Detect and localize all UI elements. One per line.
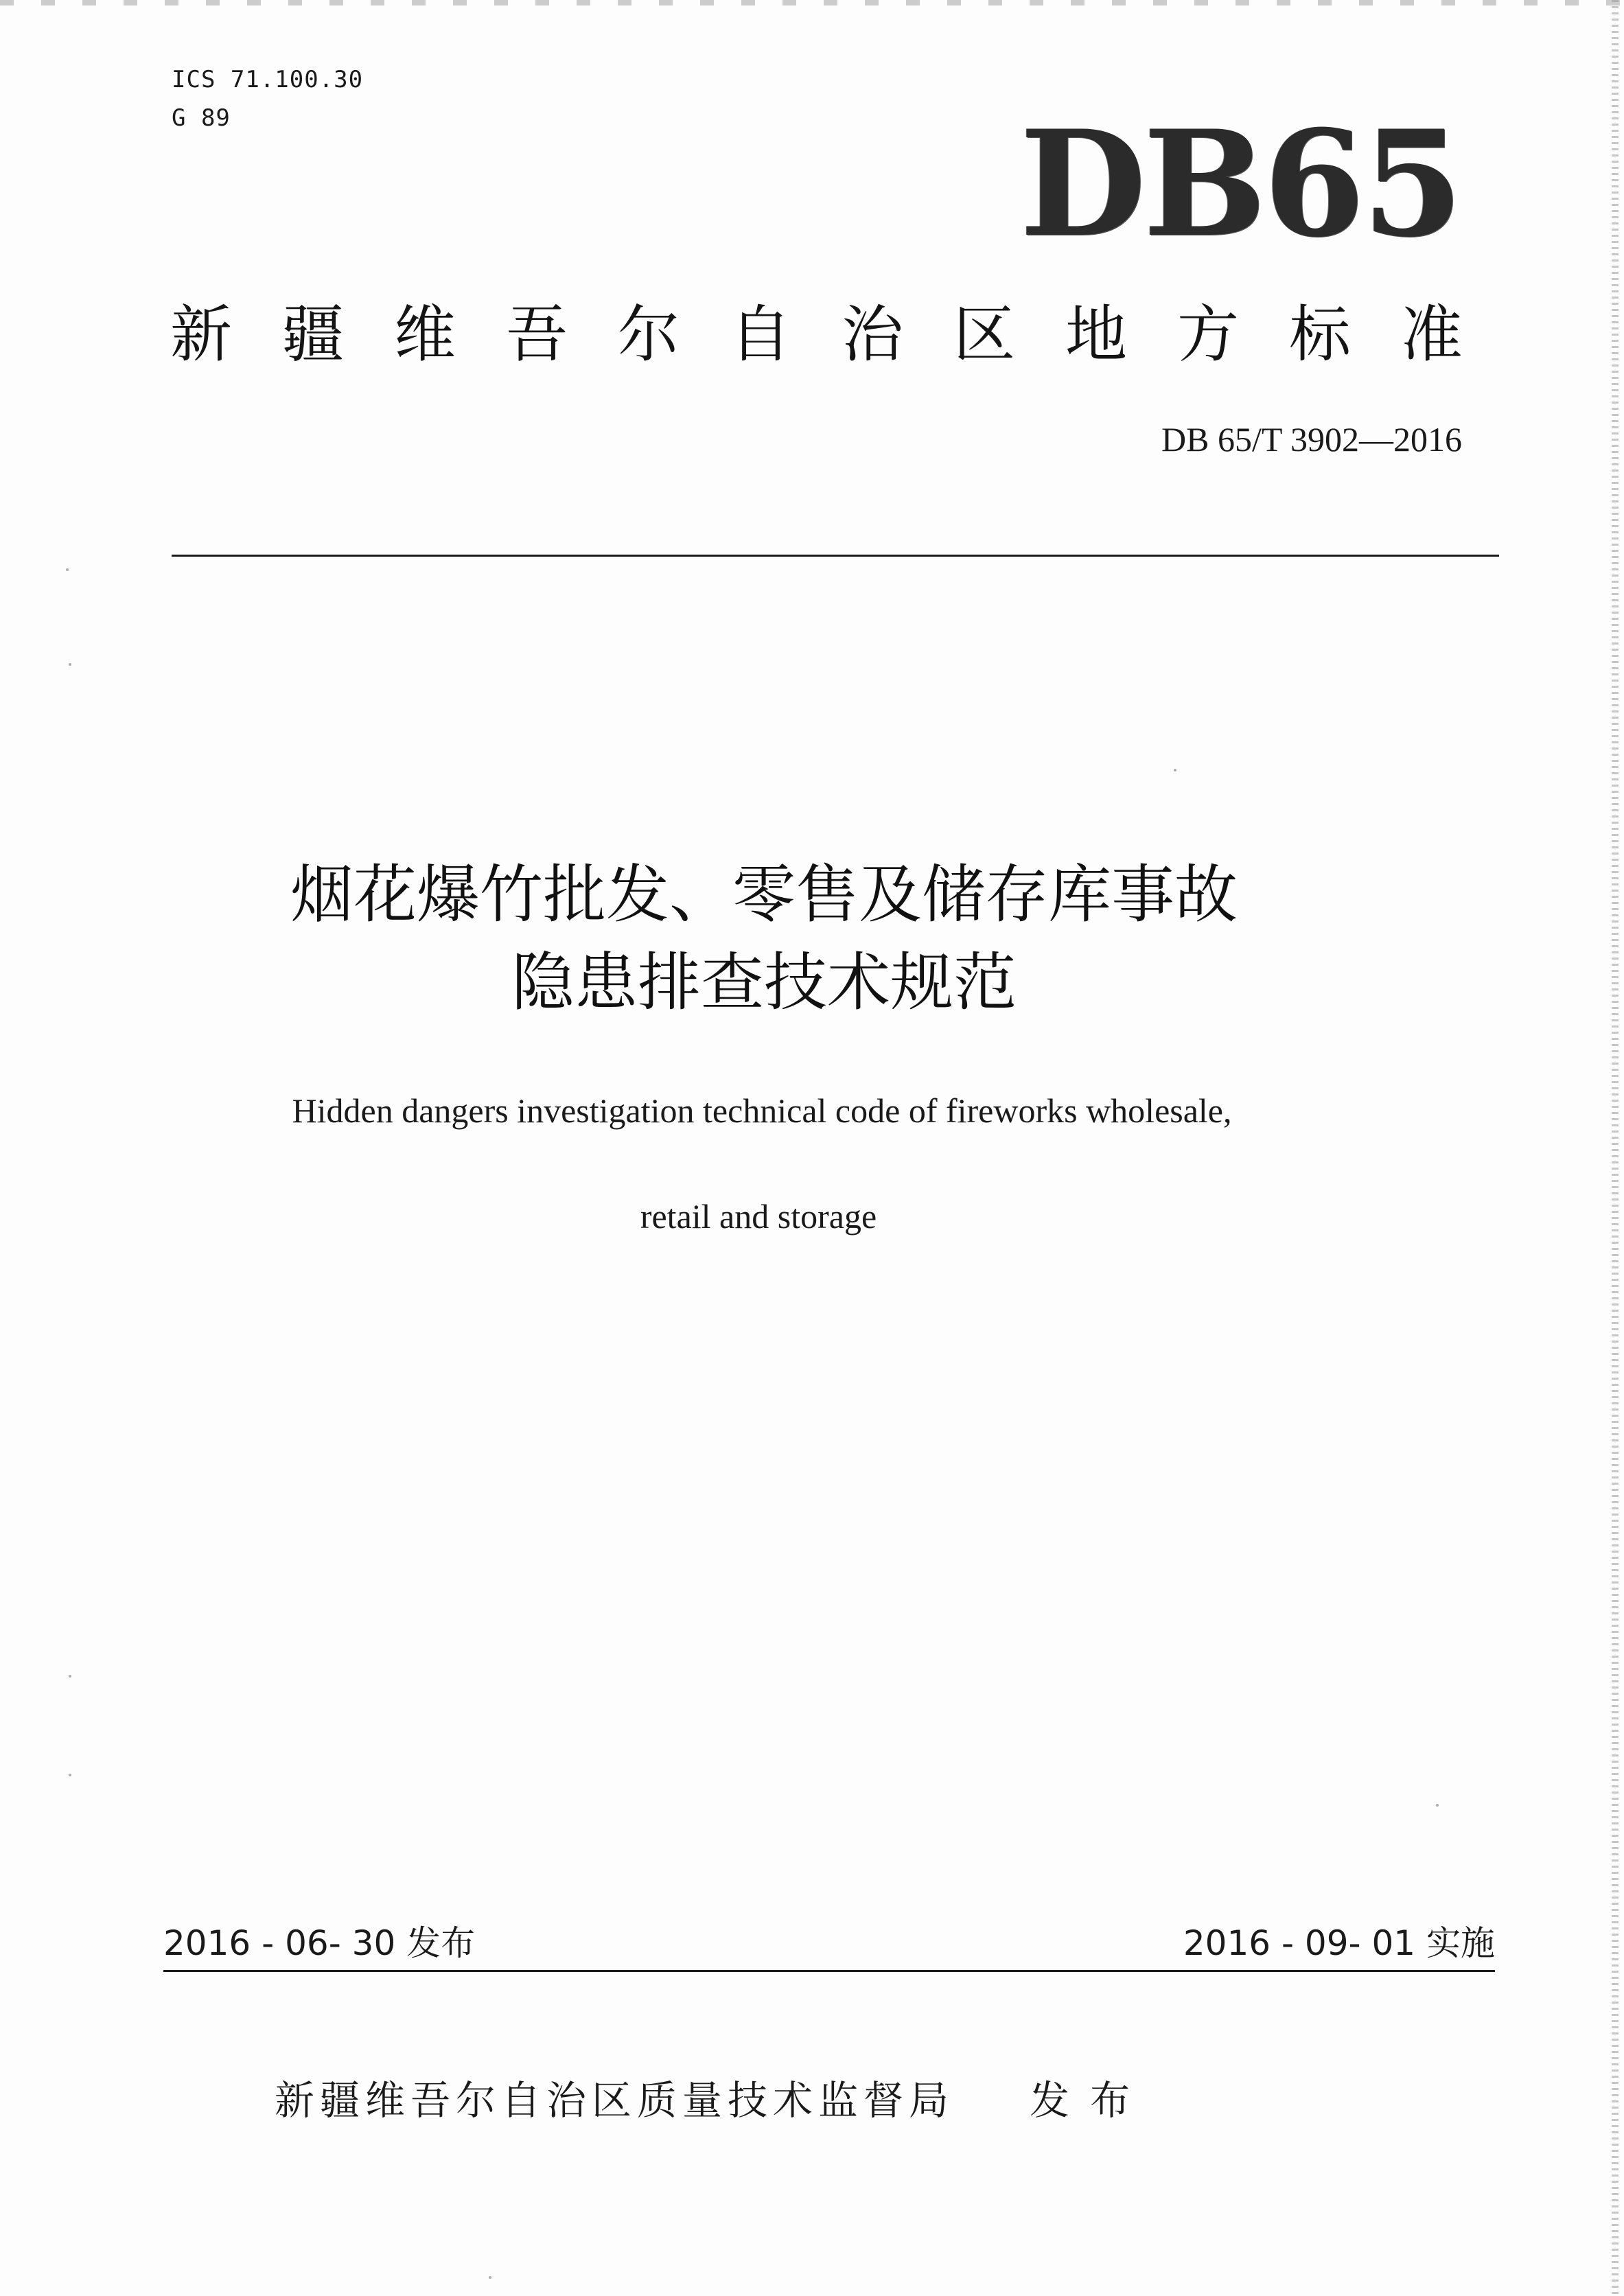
scan-speck xyxy=(69,1774,71,1776)
ics-code: ICS 71.100.30 xyxy=(172,66,364,93)
publisher-organization: 新疆维吾尔自治区质量技术监督局 xyxy=(275,2077,955,2124)
scan-speck xyxy=(69,1675,71,1678)
publisher-line xyxy=(275,2066,1150,2135)
title-zh-line2: 隐患排查技术规范 xyxy=(511,946,1017,1019)
title-en-line2: retail and storage xyxy=(640,1197,877,1236)
scan-speck xyxy=(1436,1804,1439,1807)
scan-edge-top xyxy=(0,0,1624,5)
title-en-line1: Hidden dangers investigation technical code of fireworks wholesale, xyxy=(292,1091,1232,1130)
header-divider xyxy=(172,555,1499,557)
scan-speck xyxy=(69,663,71,666)
standard-type-heading: 新疆维吾尔自治区地方标准 xyxy=(170,299,1513,371)
date-row xyxy=(163,1915,1495,1971)
scan-speck xyxy=(489,2276,491,2279)
document-title-zh xyxy=(0,851,1624,1027)
scan-speck xyxy=(1174,769,1176,772)
standard-number: DB 65/T 3902—2016 xyxy=(1161,420,1462,459)
issue-date: 2016 - 06- 30 发布 xyxy=(163,1923,476,1963)
scan-speck xyxy=(66,568,69,571)
standard-logo: DB65 xyxy=(1019,98,1461,269)
implementation-date: 2016 - 09- 01 实施 xyxy=(1183,1923,1495,1963)
title-zh-line1: 烟花爆竹批发、零售及储存库事故 xyxy=(290,858,1238,931)
ccs-code: G 89 xyxy=(172,104,231,132)
document-title-en xyxy=(0,1083,1624,1244)
date-divider xyxy=(163,1970,1495,1972)
publish-verb: 发布 xyxy=(1030,2077,1151,2124)
classification-codes xyxy=(172,60,363,137)
